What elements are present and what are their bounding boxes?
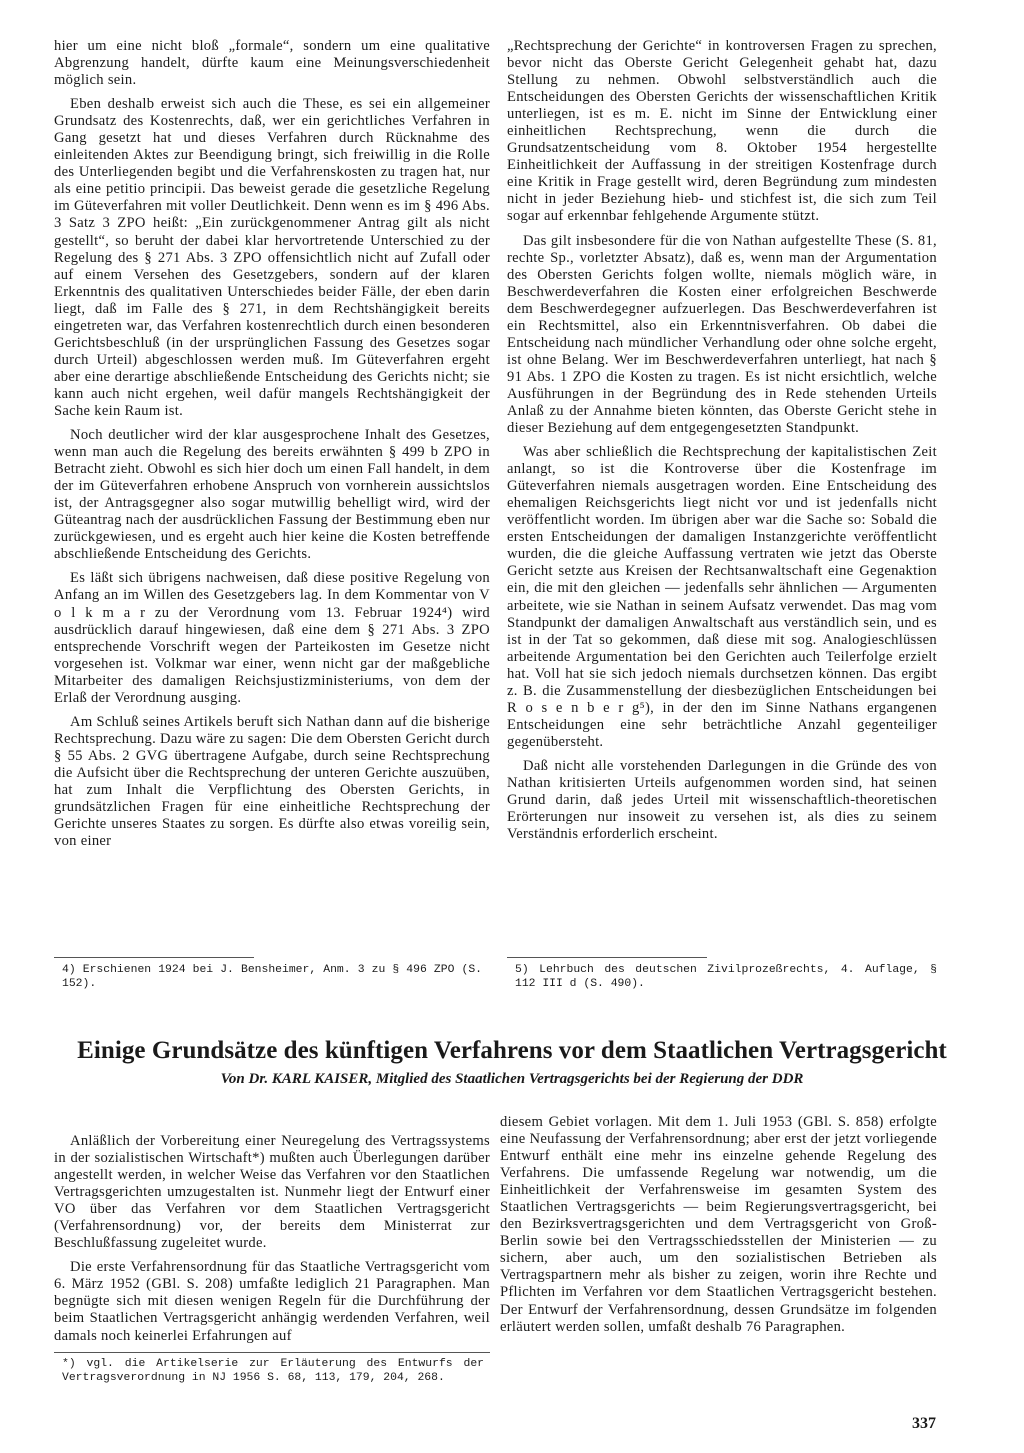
lower-left-column bbox=[54, 1133, 490, 1345]
paragraph: Am Schluß seines Artikels beruft sich Nathan dann auf die bisherige Rechtsprechung. Dazu wäre zu sagen: Die dem Obersten Gericht durch § 55 Abs. 2 GVG übertragene Aufgabe, durch seine Rechtsprechung die Aufsicht über die Rechtsprechung der unteren Gerichte auszuüben, hat zum Inhalt die Verpflichtung des Obersten Gerichts, in grundsätzlichen Fragen für eine einheitliche Rechtsprechung der Gerichte unseres Staates zu sorgen. Es dürfte also etwas voreilig sein, von einer bbox=[54, 713, 490, 850]
paragraph: „Rechtsprechung der Gerichte“ in kontroversen Fragen zu sprechen, bevor nicht das Oberste Gericht Gelegenheit gehabt hat, dazu Stellung zu nehmen. Obwohl selbstverständlich auch die Entscheidungen des Obersten Gerichts der wissenschaftlichen Kritik unterliegen, ist es m. E. nicht im Sinne der Entwicklung einer einheitlichen Rechtsprechung, wenn die durch die Grundsatzentscheidung vom 8. Oktober 1954 hergestellte Einheitlichkeit der Auffassung in der streitigen Kostenfrage durch eine Kritik in Frage gestellt wird, deren Begründung zum mindesten nicht in jeder Beziehung hieb- und stichfest ist, die sich zum Teil sogar auf erkennbar fehlgehende Argumente stützt. bbox=[507, 38, 937, 225]
paragraph: Was aber schließlich die Rechtsprechung der kapitalistischen Zeit anlangt, so ist die Kontroverse über die Kostenfrage im Güteverfahren niemals ausgetragen worden. Eine Entscheidung des ehemaligen Reichsgerichts liegt nicht vor und ist jedenfalls nicht veröffentlicht worden. Im übrigen aber war die Sache so: Sobald die ersten Entscheidungen der damaligen Instanzgerichte veröffentlicht wurden, die die gleiche Auffassung vertraten wie jetzt das Oberste Gericht setzte aus Kreisen der Rechtsanwaltschaft eine Gegenaktion ein, die mit den gleichen — jedenfalls sehr ähnlichen — Argumenten arbeitete, wie sie Nathan in seinem Aufsatz verwendet. Das mag vom Standpunkt der damaligen Anwaltschaft aus verständlich sein, und es ist in der Tat so gekommen, daß diese mit sog. Analogieschlüssen arbeitende Argumentation bei den Gerichten auch Teilerfolge erzielt hat. Voll hat sie sich jedoch niemals durchsetzen können. Das ergibt z. B. die Zusammenstellung der diesbezüglichen Entscheidungen bei R o s e n b e r g⁵), in der den im Sinne Nathans ergangenen Entscheidungen eine sehr beträchtliche Anzahl gegenteiliger gegenübersteht. bbox=[507, 444, 937, 750]
page-number: 337 bbox=[912, 1415, 936, 1432]
paragraph: hier um eine nicht bloß „formale“, sondern um eine qualitative Abgrenzung handelt, dürfte kaum eine Meinungsverschiedenheit möglich sein. bbox=[54, 38, 490, 89]
paragraph: Eben deshalb erweist sich auch die These, es sei ein allgemeiner Grundsatz des Kostenrechts, daß, wer ein gerichtliches Verfahren in Gang gesetzt hat und dieses Verfahren durch Rücknahme des einleitenden Aktes zur Beendigung bringt, sich freiwillig in die Rolle des Unterliegenden begibt und die Verfahrenskosten zu tragen hat, nur als eine petitio principii. Das beweist gerade die gesetzliche Regelung im Güteverfahren mit voller Deutlichkeit. Denn wenn es im § 496 Abs. 3 Satz 3 ZPO heißt: „Ein zurückgenommener Antrag gilt als nicht gestellt“, so beruht der dabei klar hervortretende Unterschied zu der Regelung des § 271 Abs. 3 ZPO offensichtlich nicht auf Zufall oder auf einem Versehen des Gesetzgebers, sondern auf der klaren Erkenntnis des qualitativen Unterschiedes beider Fälle, der eben darin liegt, daß im Falle des § 271, in dem Rechtshängigkeit bereits eingetreten war, das Verfahren kostenrechtlich durch einen besonderen Gerichtsbeschluß (in der ursprünglichen Fassung des Gesetzes sogar durch Urteil) abgeschlossen werden muß. Im Güteverfahren ergeht aber eine derartige abschließende Entscheidung des Gerichts nicht; sie kann auch nicht ergehen, weil dafür mangels Rechtshängigkeit der Sache kein Raum ist. bbox=[54, 96, 490, 419]
upper-right-column bbox=[507, 38, 937, 843]
footnote-divider bbox=[54, 957, 254, 958]
footnote-divider bbox=[507, 957, 707, 958]
lower-right-column bbox=[500, 1114, 937, 1336]
paragraph: Es läßt sich übrigens nachweisen, daß diese positive Regelung von Anfang an im Willen des Gesetzgebers lag. In dem Kommentar von V o l k m a r zu der Verordnung vom 13. Februar 1924⁴) wird ausdrücklich darauf hingewiesen, daß eine dem § 271 Abs. 3 ZPO entsprechende Vorschrift wegen der Parteikosten im Gesetze nicht vorgesehen ist. Volkmar war einer, wenn nicht gar der maßgebliche Mitarbeiter des damaligen Reichsjustizministeriums, von dem der Erlaß der Verordnung ausging. bbox=[54, 570, 490, 706]
article-title: Einige Grundsätze des künftigen Verfahrens vor dem Staatlichen Vertragsgericht bbox=[77, 1037, 947, 1064]
paragraph: Daß nicht alle vorstehenden Darlegungen in die Gründe des von Nathan kritisierten Urteils aufgenommen worden sind, hat seinen Grund darin, daß jedes Urteil mit wissenschaftlich-theoretischen Erörterungen nur insoweit zu versehen ist, als dies zu seinem Verständnis erforderlich erscheint. bbox=[507, 757, 937, 843]
footnote: 4) Erschienen 1924 bei J. Bensheimer, Anm. 3 zu § 496 ZPO (S. 152). bbox=[62, 964, 482, 990]
paragraph: Das gilt insbesondere für die von Nathan aufgestellte These (S. 81, rechte Sp., vorletzter Absatz), daß es, wenn man der Argumentation des Obersten Gerichts folgen wollte, niemals möglich wäre, in Beschwerdeverfahren die Kosten einer erfolgreichen Beschwerde dem Beschwerdegegner aufzuerlegen. Das Beschwerdeverfahren ist ein Rechtsmittel, also ein Erkenntnisverfahren. Ob dabei die Entscheidung nach mündlicher Verhandlung oder ohne solche ergeht, ist ohne Belang. Wer im Beschwerdeverfahren unterliegt, hat nach § 91 Abs. 1 ZPO die Kosten zu tragen. Es ist nicht ersichtlich, welche Ausführungen in der Begründung des in Rede stehenden Urteils Anlaß zu der Annahme bieten könnten, das Oberste Gericht stehe in dieser Beziehung auf dem entgegengesetzten Standpunkt. bbox=[507, 232, 937, 437]
footnote: 5) Lehrbuch des deutschen Zivilprozeßrechts, 4. Auflage, § 112 III d (S. 490). bbox=[515, 964, 937, 990]
footnote-divider bbox=[54, 1352, 490, 1353]
article-byline: Von Dr. KARL KAISER, Mitglied des Staatlichen Vertragsgerichts bei der Regierung der DDR bbox=[220, 1071, 804, 1087]
footnote: *) vgl. die Artikelserie zur Erläuterung des Entwurfs der Vertragsverordnung in NJ 1956 S. 68, 113, 179, 204, 268. bbox=[62, 1358, 484, 1384]
paragraph: Noch deutlicher wird der klar ausgesprochene Inhalt des Gesetzes, wenn man auch die Regelung des bereits erwähnten § 499 b ZPO in Betracht zieht. Obwohl es sich hier doch um einen Fall handelt, in dem der im Güteverfahren erhobene Anspruch von vornherein aussichtslos ist, der Antragsgegner also sogar mutwillig behelligt wird, wird der Güteantrag nach der ausdrücklichen Fassung der Bestimmung eben nur zurückgewiesen, und es ergeht auch hier keine die Kosten betreffende abschließende Entscheidung des Gerichts. bbox=[54, 427, 490, 563]
paragraph: diesem Gebiet vorlagen. Mit dem 1. Juli 1953 (GBl. S. 858) erfolgte eine Neufassung der Verfahrensordnung; aber erst der jetzt vorliegende Entwurf enthält eine mehr ins einzelne gehende Regelung des Verfahrens. Die umfassende Regelung war notwendig, um die Einheitlichkeit der Verfahrensweise im gesamten System des Staatlichen Vertragsgerichts — beim Regierungsvertragsgericht, bei den Bezirksvertragsgerichten und dem Vertragsgericht von Groß-Berlin sowie bei den Vertragsschiedsstellen der Ministerien — zu sichern, aber auch, um den sozialistischen Betrieben als Vertragspartnern mehr als bisher zu zeigen, worin ihre Rechte und Pflichten im Verfahren vor dem Staatlichen Vertragsgericht bestehen. Der Entwurf der Verfahrensordnung, dessen Grundsätze im folgenden erläutert werden sollen, umfaßt deshalb 76 Paragraphen. bbox=[500, 1114, 937, 1335]
upper-left-column bbox=[54, 38, 490, 850]
paragraph: Anläßlich der Vorbereitung einer Neuregelung des Vertragssystems in der sozialistischen Wirtschaft*) mußten auch Überlegungen darüber angestellt werden, in welcher Weise das Verfahren vor den Staatlichen Vertragsgerichten umzugestalten ist. Nunmehr liegt der Entwurf einer VO über das Verfahren vor dem Staatlichen Vertragsgericht (Verfahrensordnung) vor, der bereits dem Ministerrat zur Beschlußfassung zugeleitet wurde. bbox=[54, 1133, 490, 1252]
paragraph: Die erste Verfahrensordnung für das Staatliche Vertragsgericht vom 6. März 1952 (GBl. S. 208) umfaßte lediglich 21 Paragraphen. Man begnügte sich mit diesen wenigen Regeln für die Durchführung der beim Staatlichen Vertragsgericht anhängig werdenden Verfahren, weil damals noch keinerlei Erfahrungen auf bbox=[54, 1259, 490, 1344]
